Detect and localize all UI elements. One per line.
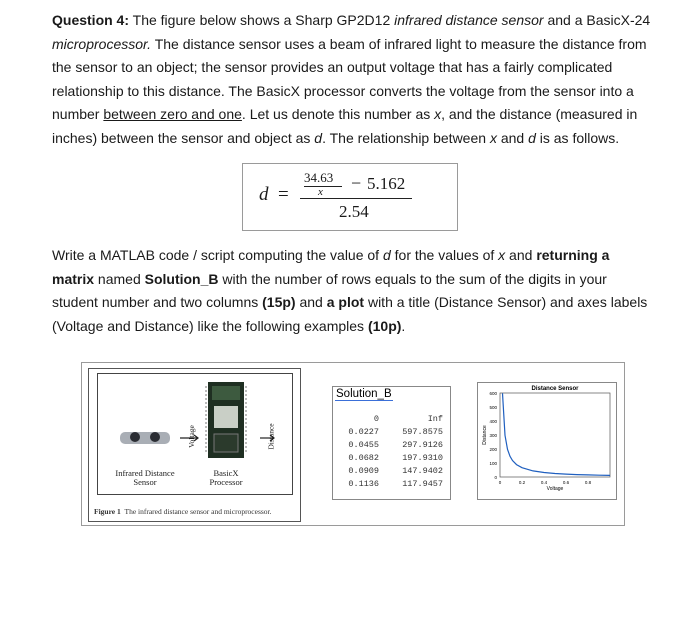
task-emphasis: a plot — [326, 294, 365, 311]
plot-xtick-label: 0 — [498, 480, 502, 485]
task-text: and — [295, 294, 327, 311]
hardware-figure-frame — [97, 373, 293, 495]
plot-ytick-label: 100 — [489, 461, 497, 466]
solution-cell-x: 0.0227 — [348, 427, 379, 437]
x-variable: x — [489, 129, 497, 146]
task-text: with the number of rows equals to the sum of the digits in your student number and two columns — [52, 270, 607, 311]
hardware-figure — [88, 368, 301, 522]
sensor-term: infrared distance sensor — [394, 12, 544, 28]
plot-title: Distance Sensor — [531, 386, 579, 392]
plot-xtick-label: 0.8 — [584, 480, 592, 485]
question-text: . Let us denote this number as — [241, 106, 435, 123]
solution-cell-d: 597.8575 — [402, 427, 443, 437]
formula-equals: = — [278, 184, 289, 205]
distance-plot-panel — [477, 382, 617, 500]
solution-name: Solution_B — [144, 270, 219, 287]
sensor-caption — [110, 469, 180, 487]
plot-xtick-label: 0.2 — [518, 480, 526, 485]
sensor-caption-line: Infrared Distance — [115, 468, 175, 478]
x-variable: x — [434, 106, 442, 123]
question-paragraph — [52, 9, 652, 151]
d-variable: d — [528, 129, 536, 146]
solution-cell-d: Inf — [427, 414, 443, 424]
processor-board-icon — [206, 382, 246, 458]
processor-caption-line: BasicX — [213, 468, 239, 478]
solution-cell-x: 0.0909 — [348, 466, 379, 476]
formula-denominator: 2.54 — [339, 202, 369, 221]
task-text: with a title (Distance Sensor) and axes labels (Voltage and Distance) like the following examples — [52, 294, 648, 334]
points-badge: (15p) — [262, 294, 296, 311]
plot-xlabel: Voltage — [546, 486, 564, 492]
question-text: . The relationship between — [322, 129, 490, 146]
question-text: and — [496, 129, 529, 146]
solution-variable-view — [332, 386, 451, 500]
d-variable: d — [314, 129, 323, 146]
question-text: and a BasicX-24 — [543, 12, 651, 28]
formula-box — [242, 163, 458, 231]
voltage-label: Voltage — [186, 425, 196, 448]
formula-lhs: d — [259, 184, 269, 205]
question-text: , and the distance (measured in inches) between the sensor and object as — [52, 106, 638, 146]
figure-caption-text: The infrared distance sensor and microprocessor. — [124, 507, 272, 516]
distance-label: Distance — [266, 423, 276, 450]
solution-title: Solution_B — [336, 388, 392, 400]
question-label: Question 4: — [52, 12, 130, 28]
figure-number: Figure 1 — [94, 507, 121, 516]
x-variable: x — [498, 247, 506, 263]
formula-numerator-const: 34.63 — [304, 170, 334, 185]
figure-caption — [94, 507, 272, 516]
task-text: Write a MATLAB code / script computing the value of — [52, 247, 383, 263]
solution-cell-d: 117.9457 — [402, 479, 443, 489]
plot-xtick-label: 0.6 — [562, 480, 570, 485]
plot-ytick-label: 0 — [494, 475, 497, 480]
question-text: is as follows. — [535, 129, 620, 146]
solution-cell-d: 297.9126 — [402, 440, 443, 450]
plot-ylabel: Distance — [482, 425, 488, 445]
formula-subtract-const: 5.162 — [367, 174, 406, 193]
processor-caption-line: Processor — [209, 477, 243, 487]
question-text: The distance sensor uses a beam of infrared light to measure the distance from the sensor to an object; the sensor provides an output voltage that has a fairly complicated relationship to this distance. The BasicX processor converts the voltage from the sensor into a number — [52, 35, 647, 123]
sensor-icon — [120, 432, 170, 444]
task-text: for the values of — [390, 247, 499, 263]
solution-cell-x: 0 — [373, 414, 379, 424]
range-phrase: between zero and one — [103, 106, 242, 123]
task-text: and — [505, 247, 537, 263]
d-variable: d — [382, 247, 391, 263]
task-emphasis: returning a matrix — [52, 247, 610, 287]
plot-xtick-label: 0.4 — [540, 480, 548, 485]
sensor-caption-line: Sensor — [133, 477, 157, 487]
solution-cell-x: 0.0682 — [348, 453, 379, 463]
question-text: The figure below shows a Sharp GP2D12 — [129, 12, 395, 28]
task-text: named — [94, 270, 145, 287]
formula-minus: − — [351, 173, 362, 193]
task-text: . — [401, 317, 406, 334]
plot-ytick-label: 500 — [489, 405, 497, 410]
solution-cell-x: 0.1136 — [348, 479, 379, 489]
plot-ytick-label: 300 — [489, 433, 497, 438]
formula-inner-bar — [304, 186, 342, 187]
formula-fraction-bar — [300, 198, 412, 199]
solution-cell-x: 0.0455 — [348, 440, 379, 450]
micro-term: microprocessor. — [52, 35, 152, 52]
plot-ytick-label: 200 — [489, 447, 497, 452]
processor-caption — [200, 469, 252, 487]
task-paragraph — [52, 244, 652, 338]
solution-cell-d: 197.9310 — [402, 453, 443, 463]
distance-plot — [478, 383, 616, 499]
plot-ytick-label: 600 — [489, 391, 497, 396]
formula-numerator-var: x — [318, 186, 323, 198]
points-badge: (10p) — [367, 317, 402, 334]
plot-ytick-label: 400 — [489, 419, 497, 424]
examples-box — [81, 362, 625, 526]
solution-cell-d: 147.9402 — [402, 466, 443, 476]
